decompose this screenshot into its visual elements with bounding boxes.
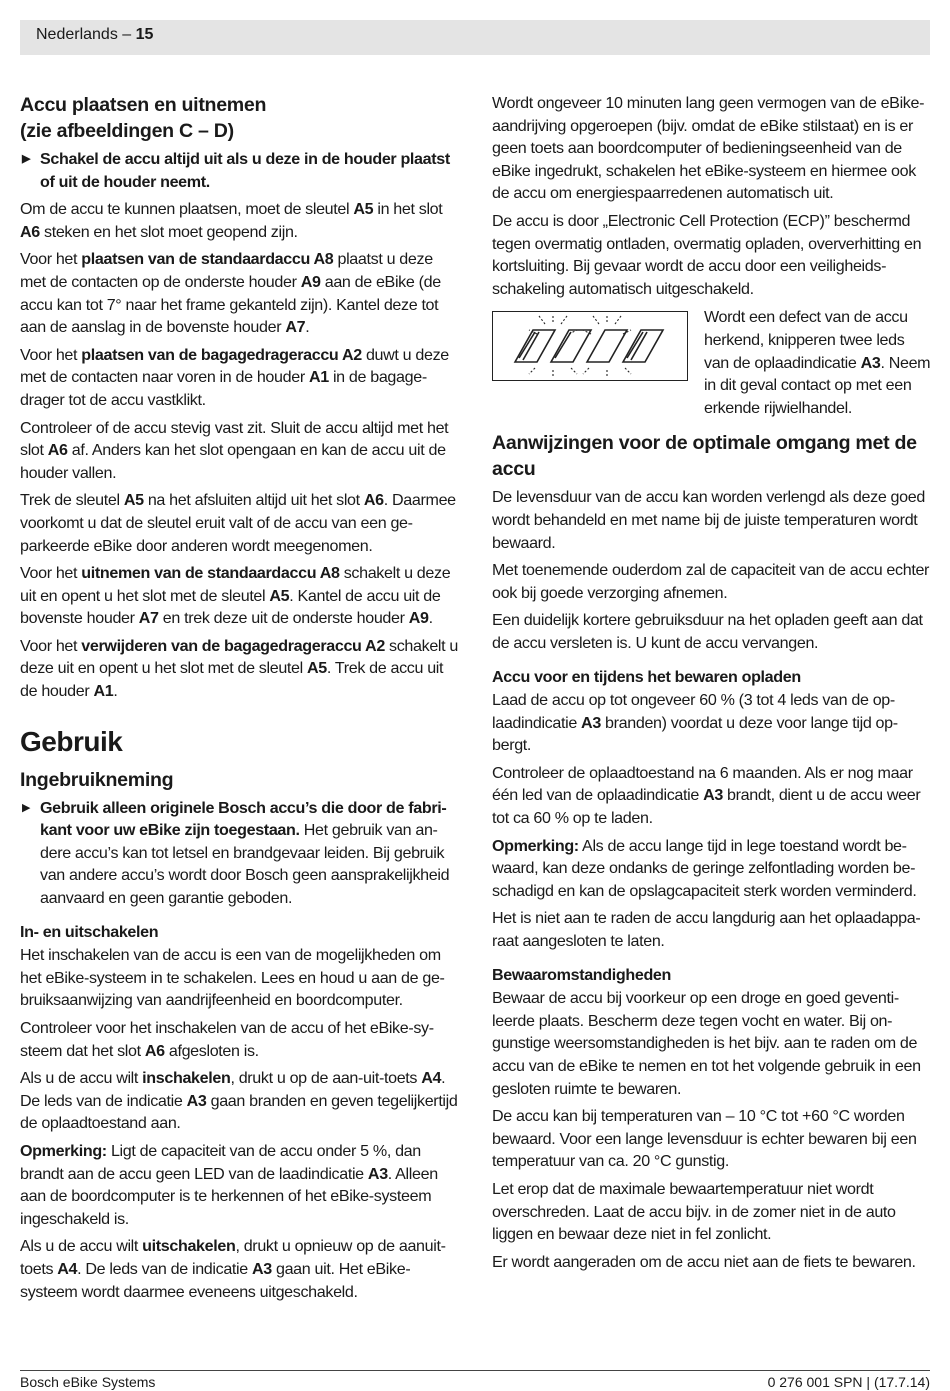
paragraph: Controleer of de accu stevig vast zit. Sluit de accu altijd met het slot A6 af. Anders kan het slot opengaan en kan de accu uit de houder vallen. bbox=[20, 418, 449, 482]
blinking-leds-icon bbox=[493, 312, 686, 379]
paragraph: Een duidelijk kortere gebruiksduur na het opladen geeft aan dat de accu versleten is. U kunt de accu vervangen. bbox=[492, 611, 923, 652]
header-language: Nederlands – bbox=[36, 26, 132, 43]
paragraph: Controleer voor het inschakelen van de accu of het eBike-systeem dat het slot A6 afgesloten is. bbox=[20, 1019, 435, 1060]
paragraph: Voor het plaatsen van de standaardaccu A8 plaatst u deze met de contacten op de onderste houder A9 aan de eBike (de accu kan tot 7° naar het frame gekanteld zijn). Kantel deze tot aan de aanslag in de bovenste houder A7. bbox=[20, 250, 441, 337]
paragraph: Voor het verwijderen van de bagagedrageraccu A2 schakelt u deze uit en opent u het slot met de sleutel A5. Trek de accu uit de houder A1. bbox=[20, 636, 459, 701]
page-number: 15 bbox=[135, 26, 154, 43]
right-column bbox=[492, 92, 930, 1278]
subsection-title-in-uitschakelen: In- en uitschakelen bbox=[20, 922, 159, 941]
led-segment-4 bbox=[623, 330, 663, 362]
paragraph: De accu kan bij temperaturen van – 10 °C tot +60 °C worden bewaard. Voor een lange levensduur is echter bewaren bij een temperatuur van ca. 20 °C gunstig. bbox=[492, 1107, 917, 1171]
section-title-aanwijzingen: Aanwijzingen voor de optimale omgang met de accu bbox=[492, 432, 917, 481]
paragraph: Het is niet aan te raden de accu langdurig aan het oplaadapparaat aangesloten te laten. bbox=[492, 909, 921, 951]
paragraph: De accu is door „Electronic Cell Protection (ECP)” beschermd tegen overmatig ontladen, overmatig opladen, oververhitting en kortsluiting. Bij gevaar wordt de accu door een veiligheidsschakeling automatisch uitgeschakeld. bbox=[492, 211, 922, 298]
footer-divider bbox=[20, 1370, 930, 1371]
paragraph: De levensduur van de accu kan worden verlengd als deze goed wordt behandeld en met name bij de juiste temperaturen wordt bewaard. bbox=[492, 488, 925, 552]
paragraph: Om de accu te kunnen plaatsen, moet de sleutel A5 in het slot A6 steken en het slot moet geopend zijn. bbox=[20, 200, 443, 241]
paragraph: Het inschakelen van de accu is een van de mogelijkheden om het eBike-systeem in te schakelen. Lees en houd u aan de gebruiksaanwijzing van aandrijfeenheid en boordcomputer. bbox=[20, 946, 445, 1010]
subsection-title-opladen: Accu voor en tijdens het bewaren opladen bbox=[492, 667, 801, 686]
page-header bbox=[20, 20, 930, 55]
paragraph: Voor het plaatsen van de bagagedrageraccu A2 duwt u deze met de contacten naar voren in de houder A1 in de bagagedrager tot de accu vastklikt. bbox=[20, 345, 449, 409]
footer-doc-number: 0 276 001 SPN | (17.7.14) bbox=[767, 1374, 930, 1390]
footer-brand: Bosch eBike Systems bbox=[20, 1374, 156, 1390]
chapter-title: Gebruik bbox=[20, 725, 123, 757]
section-title-accu-plaatsen: Accu plaatsen en uitnemen (zie afbeeldingen C – D) bbox=[20, 94, 267, 142]
warning-bullet: ▶ Schakel de accu altijd uit als u deze in de houder plaatst of uit de houder neemt. bbox=[20, 148, 460, 193]
paragraph: Als u de accu wilt inschakelen, drukt u op de aan-uit-toets A4. De leds van de indicatie A3 gaan branden en geven tegelijkertijd de oplaadtoestand aan. bbox=[20, 1069, 458, 1133]
subsection-title-bewaaromstandigheden: Bewaaromstandigheden bbox=[492, 965, 672, 984]
ecp-text: Wordt een defect van de accu herkend, knipperen twee leds van de oplaadindicatie A3. Neem in dit geval contact op met een erkende rijwielhandel. bbox=[704, 308, 931, 417]
battery-led-figure bbox=[492, 311, 688, 381]
led-segment-2 bbox=[551, 330, 591, 362]
paragraph: Bewaar de accu bij voorkeur op een droge en goed geventileerde plaats. Bescherm deze tegen vocht en water. Bij ongunstige weersomstandigheden is het bijv. aan te raden om de accu van de eBike te nemen en tot het volgende gebruik in een gesloten ruimte te bewaren. bbox=[492, 989, 921, 1098]
paragraph: Opmerking: Als de accu lange tijd in lege toestand wordt bewaard, kan deze ondanks de geringe zelfontlading worden beschadigd en kan de opslagcapaciteit sterk worden verminderd. bbox=[492, 836, 917, 900]
section-title-ingebruikneming: Ingebruikneming bbox=[20, 768, 174, 791]
ecp-figure-block bbox=[492, 306, 931, 417]
paragraph: Als u de accu wilt uitschakelen, drukt u opnieuw op de aanuit-toets A4. De leds van de indicatie A3 gaan uit. Het eBike-systeem wordt daarmee eveneens uitgeschakeld. bbox=[20, 1237, 446, 1301]
paragraph: Laad de accu op tot ongeveer 60 % (3 tot 4 leds van de oplaadindicatie A3 branden) voordat u deze voor lange tijd opbergt. bbox=[492, 691, 899, 755]
paragraph: Er wordt aangeraden om de accu niet aan de fiets te bewaren. bbox=[492, 1252, 916, 1271]
paragraph: Met toenemende ouderdom zal de capaciteit van de accu echter ook bij goede verzorging afnemen. bbox=[492, 561, 930, 602]
led-segment-3 bbox=[587, 330, 627, 362]
led-segment-1 bbox=[515, 330, 555, 362]
paragraph: Voor het uitnemen van de standaardaccu A8 schakelt u deze uit en opent u het slot met de sleutel A5. Kantel de accu uit de bovenste houder A7 en trek deze uit de onderste houder A9. bbox=[20, 564, 451, 628]
warning-bullet: ▶ Gebruik alleen originele Bosch accu’s die door de fabrikant voor uw eBike zijn toegestaan. Het gebruik van andere accu’s kan tot letsel en brandgevaar leiden. Bij gebruik van andere accu’s wordt door Bosch geen aansprakelijkheid aanvaard en geen garantie geboden. bbox=[20, 797, 460, 910]
paragraph: Opmerking: Ligt de capaciteit van de accu onder 5 %, dan brandt aan de accu geen LED van de laadindicatie A3. Alleen aan de boordcomputer is te herkennen of het eBike-systeem ingeschakeld is. bbox=[20, 1141, 438, 1228]
paragraph: Wordt ongeveer 10 minuten lang geen vermogen van de eBike-aandrijving opgeroepen (bijv. omdat de eBike stilstaat) en is er geen toets aan boordcomputer of bedieningseenheid van de eBike ingedrukt, schakelen het eBike-systeem en hiermee ook de accu om energiespaarredenen automatisch uit. bbox=[492, 94, 925, 203]
left-column bbox=[20, 92, 460, 1308]
paragraph: Controleer de oplaadtoestand na 6 maanden. Als er nog maar één led van de oplaadindicatie A3 brandt, dient u de accu weer tot ca 60 % op te laden. bbox=[492, 763, 921, 828]
paragraph: Let erop dat de maximale bewaartemperatuur niet wordt overschreden. Laat de accu bijv. in de zomer niet in de auto liggen en bewaar deze niet in fel zonlicht. bbox=[492, 1179, 896, 1244]
paragraph: Trek de sleutel A5 na het afsluiten altijd uit het slot A6. Daarmee voorkomt u dat de sleutel eruit valt of de accu van een geparkeerde eBike door anderen wordt meegenomen. bbox=[20, 491, 456, 555]
